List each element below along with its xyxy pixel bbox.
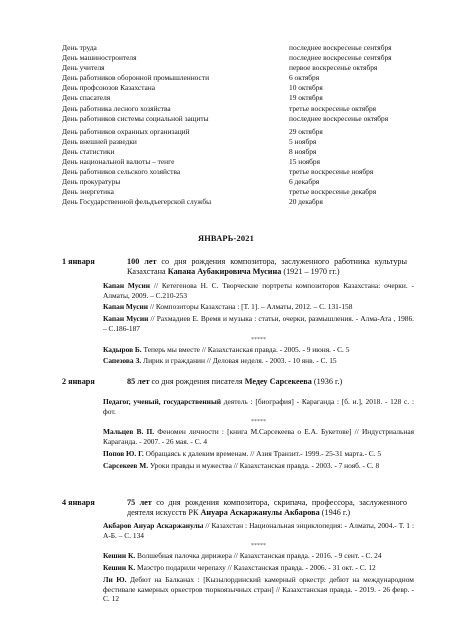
bib-record bbox=[103, 575, 414, 604]
holiday-row bbox=[62, 137, 422, 147]
holiday-name: День работников сельского хозяйства bbox=[62, 167, 181, 177]
holiday-date: третье воскресенье октября bbox=[289, 103, 377, 113]
bib-text: Волшебная палочка дирижера // Казахстанская правда. - 2016. - 9 сент. - С. 24 bbox=[135, 551, 382, 561]
bib-text: деятель : [биография] - Караганда : [б. и.], 2018. - 128 с. : фот. bbox=[103, 397, 414, 416]
entry-headline bbox=[127, 377, 407, 387]
headline-person: Ануара Аскаржанулы Акбарова bbox=[200, 508, 320, 518]
bib-text: // Кетегенова Н. С. Творческие портреты композиторов Казахстана: очерки. - Алматы, 2009. – С.210-253 bbox=[103, 281, 414, 300]
bib-record bbox=[103, 449, 414, 459]
separator-stars: ***** bbox=[251, 419, 266, 426]
bib-text: Дебют на Балканах : [Кызылординский камерный оркестр: дебют на международном фестивале камерных оркестров тюркоязычных стран] // Казахстанская правда. - 2019. - 26 февр. - С. 12 bbox=[103, 574, 414, 604]
anniversary-entry bbox=[62, 257, 407, 277]
bib-text: // Композиторы Казахстана : [Т. 1]. – Алматы, 2012. – С. 131-158 bbox=[148, 302, 353, 312]
bib-author: Ли Ю. bbox=[103, 574, 127, 584]
headline-person: Медеу Сарсекеева bbox=[244, 377, 312, 386]
bib-author: Акбаров Ануар Аскаржанулы bbox=[103, 521, 204, 530]
entry-headline bbox=[127, 498, 407, 518]
entry-headline bbox=[127, 257, 407, 277]
bibliography-block bbox=[103, 397, 414, 472]
bib-record bbox=[103, 345, 414, 355]
bib-author: Капан Мусин bbox=[103, 314, 149, 324]
holiday-date: третье воскресенье декабря bbox=[289, 187, 377, 197]
holiday-row bbox=[62, 93, 422, 103]
entry-date: 1 января bbox=[62, 257, 95, 266]
bibliography-block bbox=[103, 281, 414, 368]
entry-date: 4 января bbox=[62, 498, 95, 507]
bib-author: Кешин К. bbox=[103, 563, 136, 573]
holiday-row bbox=[62, 177, 422, 187]
headline-years: 75 лет bbox=[127, 498, 152, 507]
holiday-date: последнее воскресенье сентября bbox=[289, 43, 392, 52]
holiday-date: 19 октября bbox=[289, 93, 323, 103]
bib-text: Теперь мы вместе // Казахстанская правда. - 2005. - 9 июня. - С. 5 bbox=[141, 344, 350, 354]
bib-author: Кадыров Б. bbox=[103, 344, 142, 354]
bib-author: Кешин К. bbox=[103, 551, 136, 561]
separator-stars: ***** bbox=[251, 543, 266, 550]
bib-text: Уроки правды и мужества // Казахстанская правда. - 2003. - 7 нояб. - С. 8 bbox=[148, 460, 380, 470]
holiday-name: День учителя bbox=[62, 63, 105, 73]
anniversary-entry bbox=[62, 377, 407, 387]
headline-years-range: (1921 – 1970 гг.) bbox=[281, 267, 340, 277]
holiday-row bbox=[62, 104, 422, 114]
holiday-name: День внешней разведки bbox=[62, 136, 137, 146]
holiday-row bbox=[62, 114, 422, 124]
holiday-row bbox=[62, 63, 422, 73]
holiday-name: День статистики bbox=[62, 146, 115, 156]
bib-author: Педагог, ученый, государственный bbox=[103, 397, 221, 406]
holiday-name: День прокуратуры bbox=[62, 177, 121, 187]
headline-years: 100 лет bbox=[127, 257, 157, 266]
holiday-name: День Государственной фельдъегерской службы bbox=[62, 197, 212, 207]
holiday-row bbox=[62, 43, 422, 53]
bib-text: // Казахстан : Национальная энциклопедия: - Алматы, 2004.- Т. 1 : А-Б. – С. 134 bbox=[103, 521, 414, 540]
holiday-row bbox=[62, 73, 422, 83]
holiday-name: День профсоюзов Казахстана bbox=[62, 83, 156, 93]
holiday-date: 8 ноября bbox=[289, 146, 317, 156]
headline-years-range: (1936 г.) bbox=[311, 377, 343, 386]
holiday-row bbox=[62, 157, 422, 167]
bib-text: Феномен личности : [книга М.Сарсекеева о Е.А. Букетове] // Индустриальная Караганда. - 2007. - 26 мая. - С. 4 bbox=[103, 427, 415, 446]
bib-author: Мальцев В. П. bbox=[103, 427, 155, 437]
bib-record bbox=[103, 521, 414, 540]
holiday-name: День машиностроителя bbox=[62, 53, 137, 63]
holiday-name: День спасателя bbox=[62, 93, 111, 103]
bib-record bbox=[103, 563, 414, 573]
holiday-name: День труда bbox=[62, 43, 97, 52]
headline-text: со дня рождения писателя bbox=[149, 377, 245, 386]
bib-text: // Рахмадиев Е. Время и музыка : статьи, очерки, размышления. - Алма-Ата , 1986. – С.186-187 bbox=[103, 314, 415, 333]
holiday-row bbox=[62, 53, 422, 63]
bib-text: Лирик и гражданин // Деловая неделя. - 2003. - 10 янв. - С. 15 bbox=[141, 356, 337, 366]
holiday-date: первое воскресенье октября bbox=[289, 63, 378, 73]
bib-record bbox=[103, 356, 414, 366]
holiday-name: День работников оборонной промышленности bbox=[62, 73, 210, 83]
bib-record bbox=[103, 461, 414, 471]
bib-text: Обращаясь к далеким временам. // Азия Транзит.- 1999.- 25-31 марта.- С. 5 bbox=[143, 448, 382, 458]
holiday-date: 20 декабря bbox=[289, 197, 323, 207]
bibliography-block bbox=[103, 521, 414, 606]
holiday-date: 6 декабря bbox=[289, 177, 320, 187]
holiday-date: последнее воскресенье октября bbox=[289, 113, 389, 123]
holiday-name: День национальной валюты – тенге bbox=[62, 157, 175, 167]
headline-years-range: (1946 г.) bbox=[319, 508, 351, 518]
headline-years: 85 лет bbox=[127, 377, 150, 386]
holiday-row bbox=[62, 83, 422, 93]
holiday-date: 15 ноября bbox=[289, 157, 321, 167]
headline-text: со дня рождения композитора, скрипача, профессора, заслуженного деятеля искусств РК bbox=[127, 498, 408, 518]
holiday-row bbox=[62, 167, 422, 177]
headline-person: Капана Аубакировича Мусина bbox=[167, 267, 282, 277]
bib-author: Попов Ю. Г. bbox=[103, 448, 144, 458]
bib-record bbox=[103, 551, 414, 561]
holiday-date: последнее воскресенье сентября bbox=[289, 53, 392, 63]
holiday-row bbox=[62, 187, 422, 197]
bib-record bbox=[103, 302, 414, 312]
holiday-row bbox=[62, 127, 422, 137]
holiday-date: 6 октября bbox=[289, 73, 320, 83]
bib-record bbox=[103, 314, 414, 333]
headline-text: со дня рождения композитора, заслуженного работника культуры Казахстана bbox=[127, 257, 408, 277]
holiday-name: День энергетика bbox=[62, 187, 114, 197]
holiday-name: День работников охранных организаций bbox=[62, 126, 190, 136]
holiday-date: 5 ноября bbox=[289, 136, 317, 146]
month-heading: ЯНВАРЬ-2021 bbox=[197, 234, 255, 243]
entry-date: 2 января bbox=[62, 377, 95, 386]
holiday-date: 29 октября bbox=[289, 126, 323, 136]
bib-text: Маэстро подарили черепаху // Казахстанская правда. - 2006. - 31 окт. - С. 12 bbox=[135, 563, 376, 573]
bib-author: Капан Мусин bbox=[103, 281, 151, 290]
bib-record bbox=[103, 281, 414, 300]
separator-stars: ***** bbox=[251, 336, 266, 343]
holiday-row bbox=[62, 197, 422, 207]
holiday-date: 10 октября bbox=[289, 83, 323, 93]
holiday-list bbox=[62, 43, 422, 208]
anniversary-entry bbox=[62, 498, 407, 518]
holiday-row bbox=[62, 147, 422, 157]
holiday-name: День работников системы социальной защиты bbox=[62, 113, 209, 123]
bib-author: Сарсекеев М. bbox=[103, 460, 149, 470]
bib-author: Сапезова З. bbox=[103, 356, 142, 366]
bib-author: Капан Мусин bbox=[103, 302, 149, 312]
holiday-date: третье воскресенье ноября bbox=[289, 167, 374, 177]
bib-record bbox=[103, 397, 414, 416]
bib-record bbox=[103, 427, 414, 446]
holiday-name: День работника лесного хозяйства bbox=[62, 103, 171, 113]
